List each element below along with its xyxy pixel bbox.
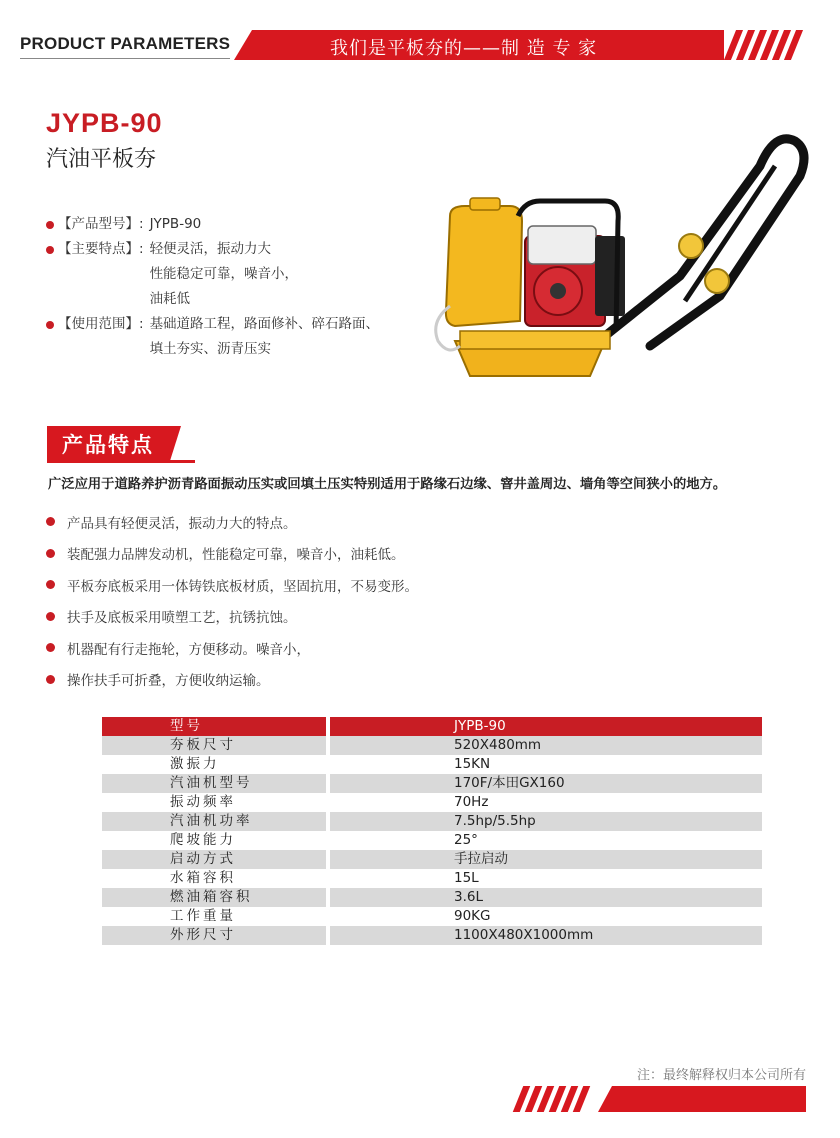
feature-item xyxy=(46,664,418,696)
spec-value-line: 填土夯实、沥青压实 xyxy=(149,341,272,357)
header-stripes xyxy=(730,30,802,60)
spec-row xyxy=(46,212,379,237)
spec-row xyxy=(46,312,379,362)
param-value: 15KN xyxy=(330,755,762,774)
param-value: 70Hz xyxy=(330,793,762,812)
parameter-table xyxy=(102,717,762,945)
product-model: JYPB-90 xyxy=(46,108,163,138)
footer-stripes xyxy=(518,1086,590,1112)
feature-text: 机器配有行走拖轮，方便移动。噪音小， xyxy=(67,641,310,658)
spec-list xyxy=(46,212,379,362)
param-label: 激振力 xyxy=(102,755,326,774)
section-title: 产品特点 xyxy=(62,433,154,457)
param-label: 夯板尺寸 xyxy=(102,736,326,755)
table-row xyxy=(102,869,762,888)
feature-text: 产品具有轻便灵活，振动力大的特点。 xyxy=(67,515,297,532)
spec-value-line: 轻便灵活，振动力大 xyxy=(149,241,272,257)
feature-text: 操作扶手可折叠，方便收纳运输。 xyxy=(67,673,270,690)
param-label: 汽油机功率 xyxy=(102,812,326,831)
table-row xyxy=(102,926,762,945)
spec-key: 【主要特点】: xyxy=(58,241,144,257)
table-row xyxy=(102,850,762,869)
feature-item xyxy=(46,601,418,633)
features-intro: 广泛应用于道路养护沥青路面振动压实或回填土压实特别适用于路缘石边缘、窨井盖周边、墙角等空间狭小的地方。 xyxy=(48,477,727,492)
spec-value xyxy=(150,237,299,312)
spec-value-line: 油耗低 xyxy=(149,291,191,307)
feature-item xyxy=(46,538,418,570)
bullet-dot-icon xyxy=(46,321,54,329)
product-name: 汽油平板夯 xyxy=(46,147,157,172)
spec-value-line: 基础道路工程，路面修补、碎石路面、 xyxy=(149,316,380,332)
feature-text: 装配强力品牌发动机，性能稳定可靠，噪音小，油耗低。 xyxy=(67,547,405,564)
bullet-dot-icon xyxy=(46,643,55,652)
footer-note: 注：最终解释权归本公司所有 xyxy=(636,1068,806,1083)
table-header-label: 型号 xyxy=(102,717,326,736)
wheel-left xyxy=(679,234,703,258)
param-value: 15L xyxy=(330,869,762,888)
param-label: 汽油机型号 xyxy=(102,774,326,793)
param-value: 170F/本田GX160 xyxy=(330,774,762,793)
header-underline xyxy=(20,58,230,59)
param-value: 90KG xyxy=(330,907,762,926)
footer-red-band xyxy=(598,1086,806,1112)
bullet-dot-icon xyxy=(46,675,55,684)
param-label: 爬坡能力 xyxy=(102,831,326,850)
feature-text: 扶手及底板采用喷塑工艺，抗锈抗蚀。 xyxy=(67,610,297,627)
param-value: 7.5hp/5.5hp xyxy=(330,812,762,831)
spec-key: 【产品型号】: xyxy=(58,216,144,232)
table-row xyxy=(102,774,762,793)
param-value: 1100X480X1000mm xyxy=(330,926,762,945)
bullet-dot-icon xyxy=(46,221,54,229)
feature-list xyxy=(46,506,418,695)
table-row xyxy=(102,755,762,774)
param-value: 3.6L xyxy=(330,888,762,907)
spec-value-line: 性能稳定可靠，噪音小， xyxy=(149,266,299,282)
feature-item xyxy=(46,569,418,601)
spec-value xyxy=(150,212,202,237)
bullet-dot-icon xyxy=(46,612,55,621)
param-value: 手拉启动 xyxy=(330,850,762,869)
param-label: 水箱容积 xyxy=(102,869,326,888)
feature-text: 平板夯底板采用一体铸铁底板材质，坚固抗用，不易变形。 xyxy=(67,578,418,595)
bullet-dot-icon xyxy=(46,246,54,254)
wheel-right xyxy=(705,269,729,293)
page-header-title: PRODUCT PARAMETERS xyxy=(20,34,231,53)
bullet-dot-icon xyxy=(46,580,55,589)
table-row xyxy=(102,831,762,850)
bullet-dot-icon xyxy=(46,517,55,526)
spec-value-line: JYPB-90 xyxy=(149,216,202,232)
table-row xyxy=(102,812,762,831)
param-label: 燃油箱容积 xyxy=(102,888,326,907)
feature-item xyxy=(46,632,418,664)
param-value: 25° xyxy=(330,831,762,850)
spec-value xyxy=(150,312,380,362)
table-row xyxy=(102,793,762,812)
plate-compactor-image xyxy=(430,106,830,386)
spec-key: 【使用范围】: xyxy=(58,316,144,332)
table-header-value: JYPB-90 xyxy=(330,717,762,736)
water-tank xyxy=(446,206,522,326)
param-label: 外形尺寸 xyxy=(102,926,326,945)
spec-row xyxy=(46,237,379,312)
table-row xyxy=(102,907,762,926)
table-row xyxy=(102,888,762,907)
param-label: 工作重量 xyxy=(102,907,326,926)
table-header-row xyxy=(102,717,762,736)
table-row xyxy=(102,736,762,755)
bullet-dot-icon xyxy=(46,549,55,558)
param-label: 启动方式 xyxy=(102,850,326,869)
param-value: 520X480mm xyxy=(330,736,762,755)
param-label: 振动频率 xyxy=(102,793,326,812)
feature-item xyxy=(46,506,418,538)
section-title-bar xyxy=(47,460,195,463)
header-slogan: 我们是平板夯的——制 造 专 家 xyxy=(330,38,598,59)
